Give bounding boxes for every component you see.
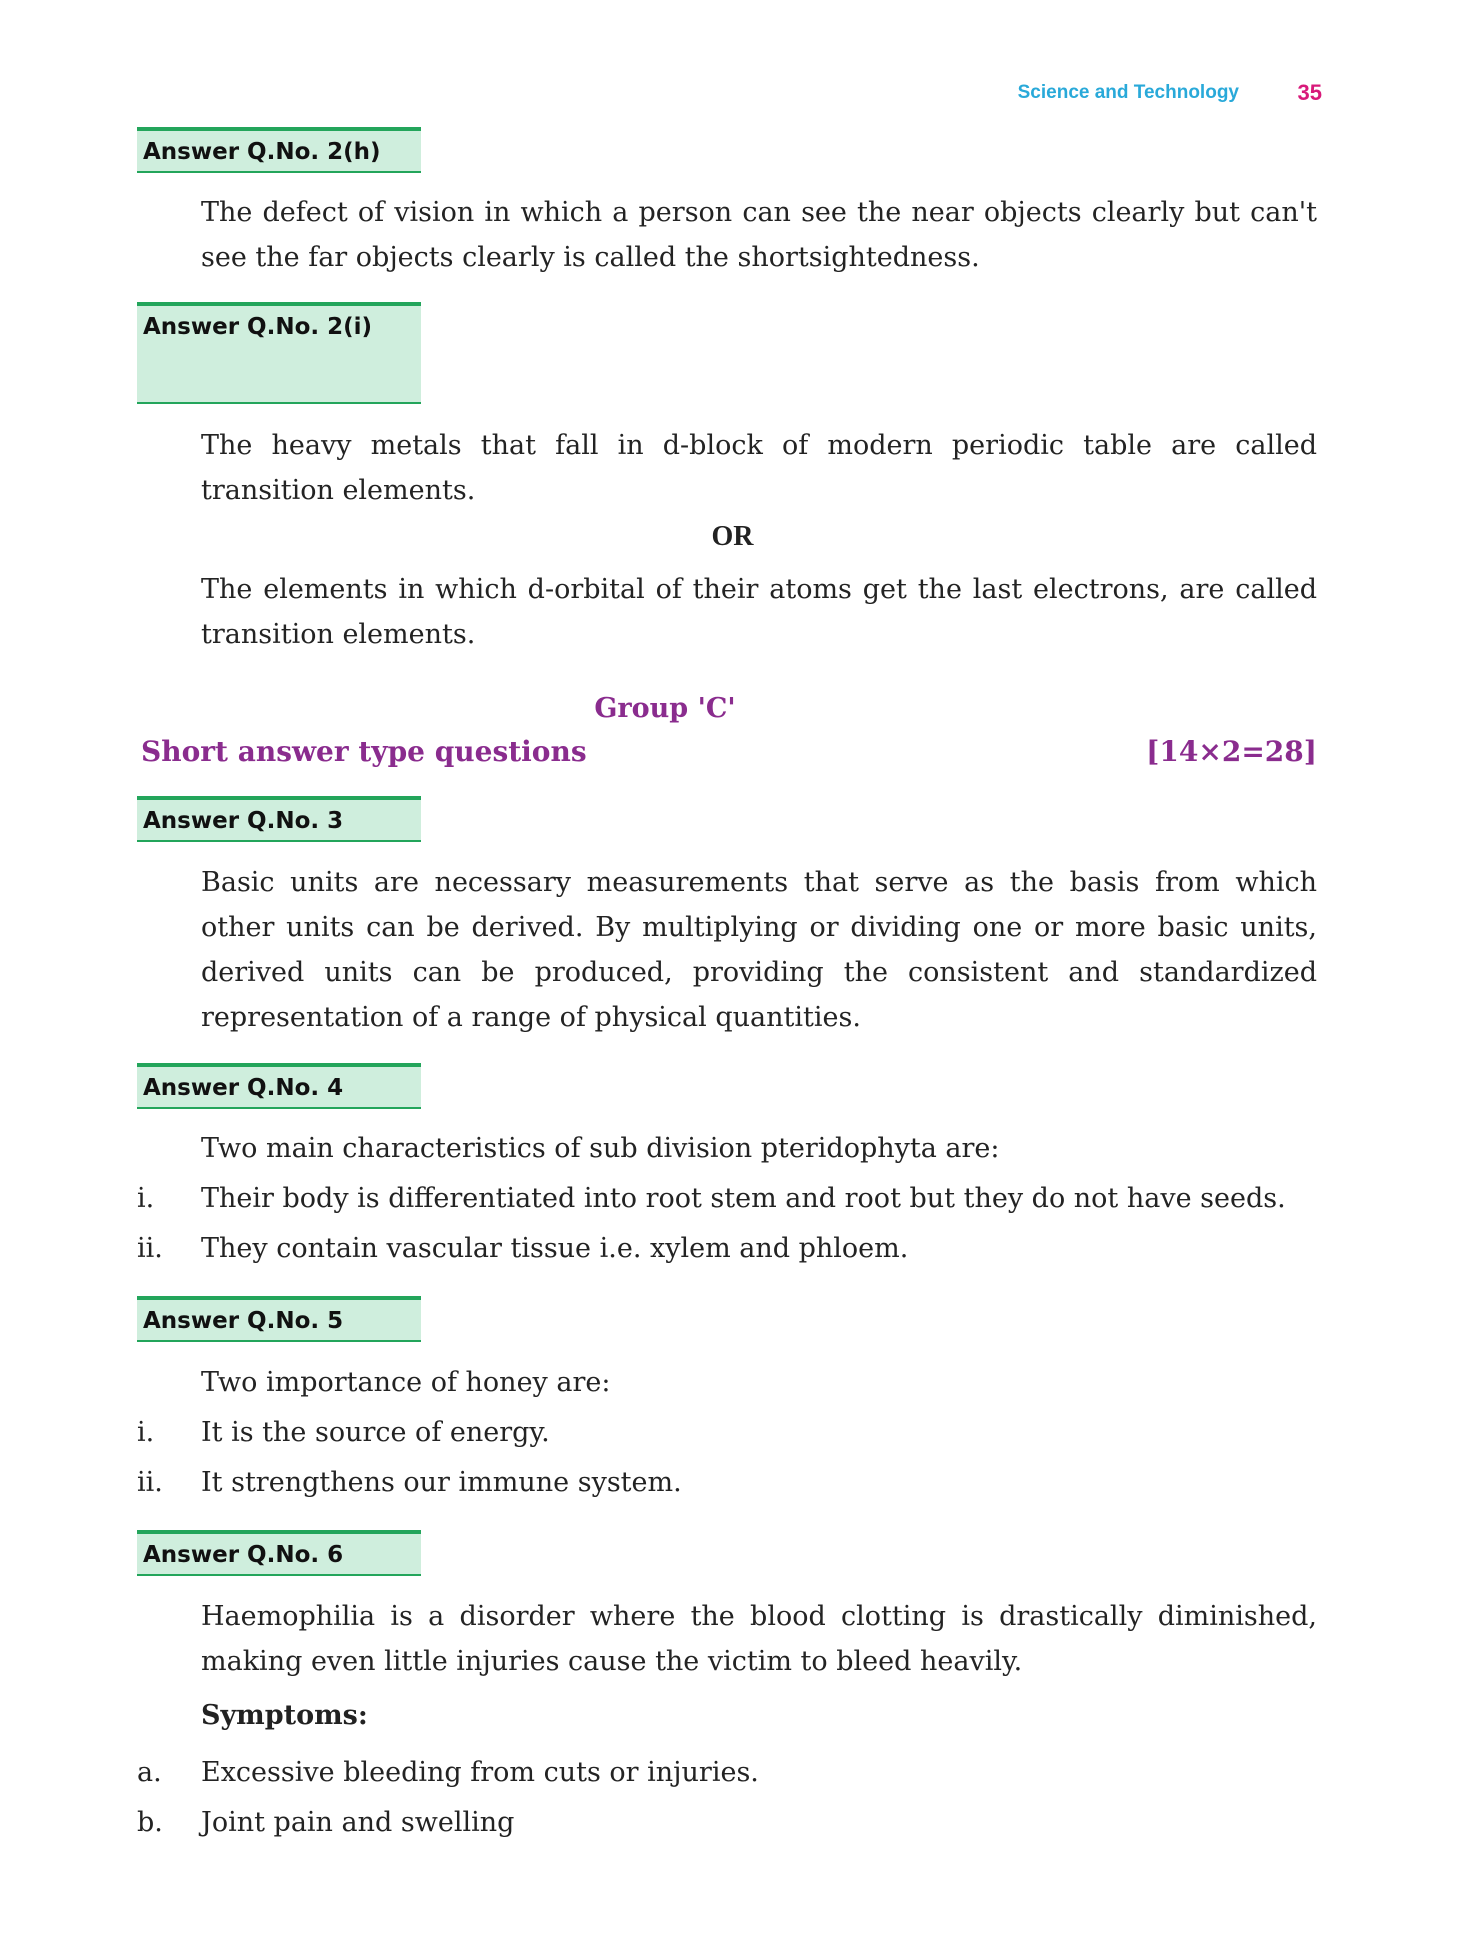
list-item-text: It is the source of energy. — [201, 1417, 550, 1448]
answer-label-2i: Answer Q.No. 2(i) — [137, 302, 421, 404]
list-item — [137, 1460, 1317, 1505]
list-item — [137, 1226, 1317, 1271]
list-item-text: Joint pain and swelling — [201, 1807, 515, 1838]
answer-label-3: Answer Q.No. 3 — [137, 796, 421, 842]
list-item — [137, 1176, 1317, 1221]
or-separator: OR — [711, 521, 754, 552]
list-marker: i. — [137, 1417, 155, 1448]
answer-3-text: Basic units are necessary measurements that serve as the basis from which other units can be derived. By multiplying or dividing one or more basic units, derived units can be produced, providing the consistent and standardized representation of a range of physical quantities. — [201, 867, 1317, 1033]
list-marker: b. — [137, 1807, 163, 1838]
list-item-text: It strengthens our immune system. — [201, 1467, 682, 1498]
answer-label-6: Answer Q.No. 6 — [137, 1530, 421, 1576]
list-marker: i. — [137, 1183, 155, 1214]
list-item-text: Excessive bleeding from cuts or injuries. — [201, 1757, 759, 1788]
list-item-text: They contain vascular tissue i.e. xylem and phloem. — [201, 1233, 909, 1264]
answer-label-4: Answer Q.No. 4 — [137, 1063, 421, 1109]
answer-5-intro: Two importance of honey are: — [201, 1367, 611, 1398]
running-header-subject: Science and Technology — [1017, 82, 1239, 103]
list-marker: a. — [137, 1757, 162, 1788]
answer-label-5: Answer Q.No. 5 — [137, 1296, 421, 1342]
list-item — [137, 1800, 1317, 1845]
group-title: Group 'C' — [594, 693, 736, 724]
page-number: 35 — [1297, 80, 1322, 105]
list-marker: ii. — [137, 1467, 163, 1498]
section-marks: [14×2=28] — [1146, 735, 1317, 768]
answer-2i-text-2: The elements in which d-orbital of their atoms get the last electrons, are called transition elements. — [201, 574, 1317, 650]
answer-6-text: Haemophilia is a disorder where the blood clotting is drastically diminished, making even little injuries cause the victim to bleed heavily. — [201, 1601, 1317, 1677]
answer-label-2h: Answer Q.No. 2(h) — [137, 127, 421, 173]
answer-2i-text-1: The heavy metals that fall in d-block of modern periodic table are called transition elements. — [201, 430, 1317, 506]
section-title: Short answer type questions — [141, 735, 587, 768]
answer-2h-text: The defect of vision in which a person can see the near objects clearly but can't see the far objects clearly is called the shortsightedness. — [201, 197, 1317, 273]
answer-4-intro: Two main characteristics of sub division pteridophyta are: — [201, 1133, 1000, 1164]
list-item — [137, 1750, 1317, 1795]
list-item-text: Their body is differentiated into root stem and root but they do not have seeds. — [201, 1183, 1286, 1214]
list-item — [137, 1410, 1317, 1455]
symptoms-heading: Symptoms: — [201, 1700, 368, 1731]
list-marker: ii. — [137, 1233, 163, 1264]
